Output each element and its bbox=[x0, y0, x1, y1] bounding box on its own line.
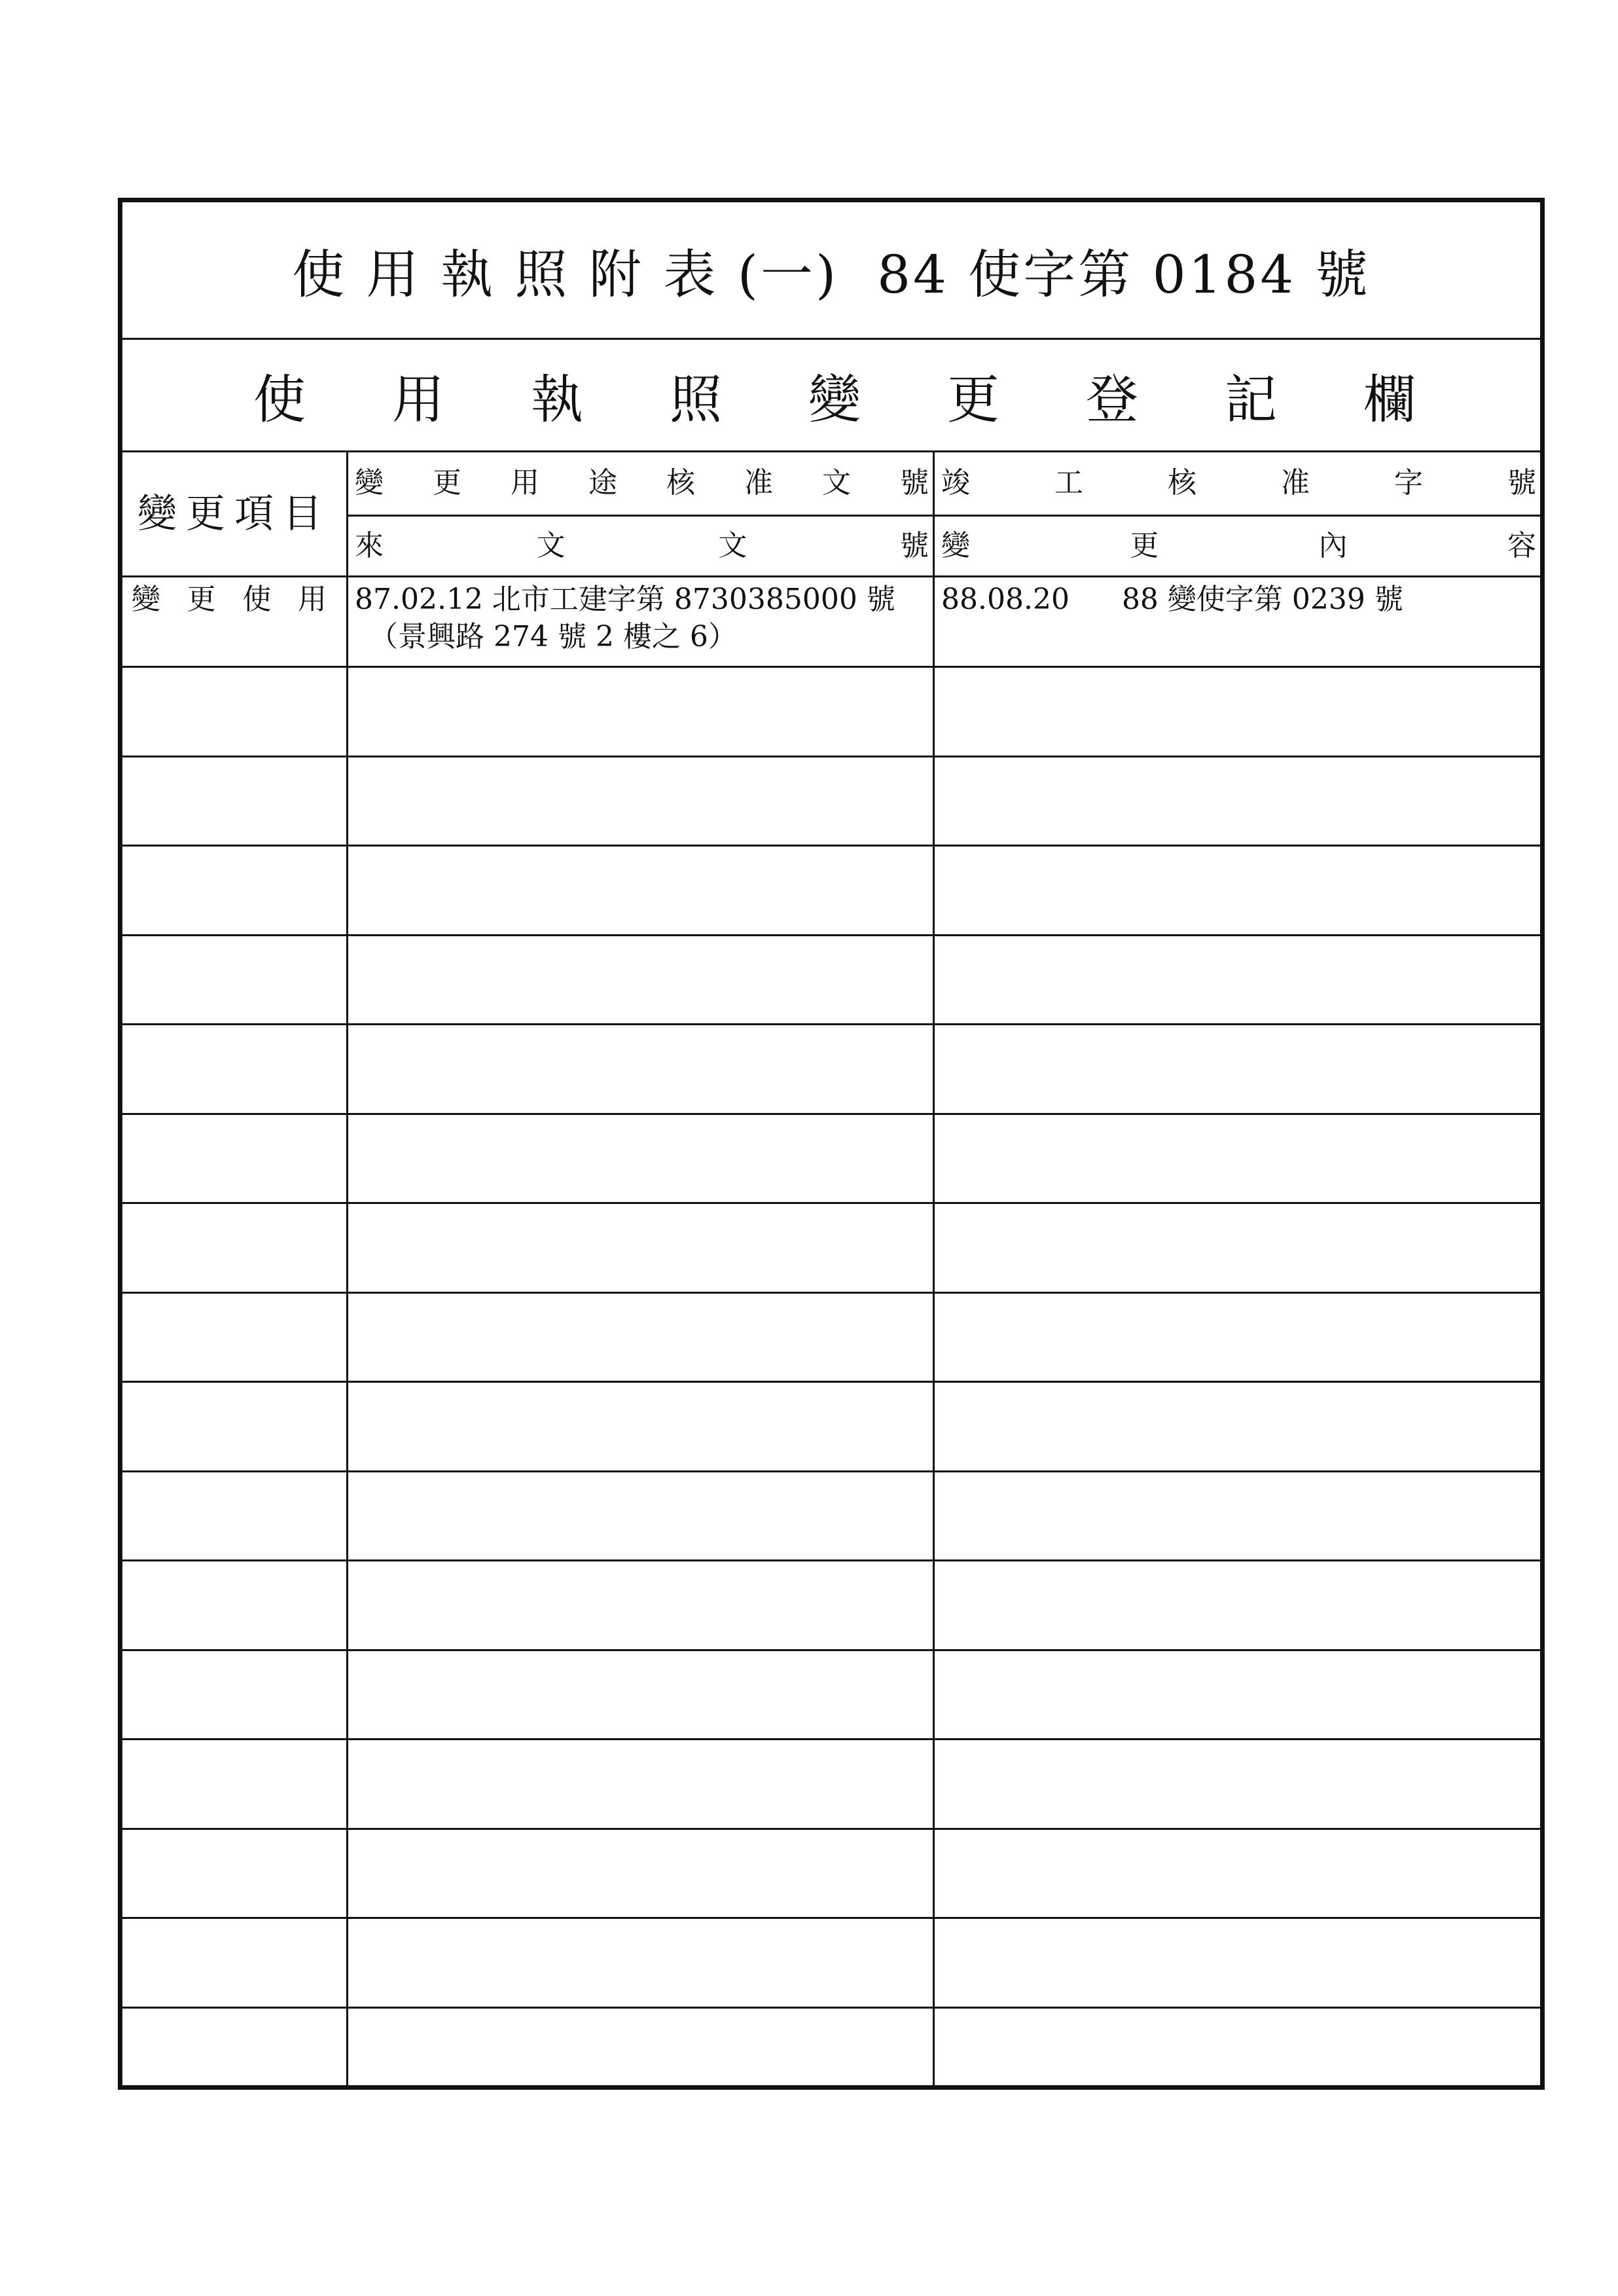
row-line bbox=[122, 1559, 1540, 1561]
header-char: 文 bbox=[718, 528, 747, 562]
subtitle-char: 執 bbox=[531, 369, 583, 430]
header-char: 准 bbox=[1281, 466, 1310, 500]
row-line bbox=[122, 666, 1540, 668]
row-line bbox=[122, 1649, 1540, 1651]
row-line bbox=[122, 1202, 1540, 1204]
row-line bbox=[122, 1828, 1540, 1830]
item-char: 變 bbox=[132, 583, 160, 616]
row-line bbox=[122, 934, 1540, 936]
completion-number: 88 變使字第 0239 號 bbox=[1121, 583, 1403, 616]
completion-date: 88.08.20 bbox=[941, 583, 1070, 616]
header-char: 更 bbox=[1130, 528, 1159, 562]
header-char: 變 bbox=[941, 528, 970, 562]
header-char: 號 bbox=[900, 466, 929, 500]
subtitle-char: 使 bbox=[253, 369, 306, 430]
header-char: 號 bbox=[899, 528, 929, 562]
row-line bbox=[122, 1470, 1540, 1472]
header-char: 用 bbox=[511, 466, 539, 500]
row-line bbox=[122, 1917, 1540, 1919]
row-line bbox=[122, 1738, 1540, 1740]
header-char: 號 bbox=[1507, 466, 1536, 500]
header-char: 內 bbox=[1318, 528, 1348, 562]
item-char: 更 bbox=[187, 583, 216, 616]
subtitle-char: 變 bbox=[808, 369, 861, 430]
row-line bbox=[122, 1113, 1540, 1115]
subtitle-char: 記 bbox=[1225, 369, 1277, 430]
column-divider bbox=[933, 452, 935, 2090]
header-char: 變 bbox=[355, 466, 384, 500]
row-1-change-item bbox=[122, 577, 346, 666]
subtitle-char: 照 bbox=[670, 369, 722, 430]
row-line bbox=[122, 2007, 1540, 2009]
header-char: 准 bbox=[744, 466, 773, 500]
change-record-table bbox=[122, 452, 1540, 2090]
header-char: 文 bbox=[822, 466, 851, 500]
subtitle-char: 用 bbox=[392, 369, 444, 430]
approval-address-text: （景興路 274 號 2 樓之 6） bbox=[369, 619, 737, 653]
row-line bbox=[122, 756, 1540, 757]
form-title bbox=[122, 202, 1540, 340]
row-line bbox=[122, 1381, 1540, 1383]
item-char: 用 bbox=[297, 583, 327, 616]
subtitle-char: 更 bbox=[947, 369, 999, 430]
row-line bbox=[122, 845, 1540, 847]
header-char: 容 bbox=[1507, 528, 1536, 562]
header-completion-number bbox=[935, 452, 1540, 515]
header-change-content bbox=[935, 517, 1540, 575]
row-line bbox=[122, 1292, 1540, 1294]
header-change-item: 變更項目 bbox=[137, 491, 331, 537]
header-char: 更 bbox=[433, 466, 461, 500]
item-char: 使 bbox=[242, 583, 272, 616]
header-char: 竣 bbox=[941, 466, 970, 500]
subtitle-char: 登 bbox=[1086, 369, 1138, 430]
header-letter-number bbox=[348, 517, 933, 575]
subtitle-char: 欄 bbox=[1363, 369, 1416, 430]
row-1-completion bbox=[935, 577, 1540, 666]
header-char: 來 bbox=[355, 528, 384, 562]
column-divider bbox=[346, 452, 348, 2090]
header-char: 字 bbox=[1394, 466, 1423, 500]
header-approval-number bbox=[348, 452, 933, 515]
usage-license-form bbox=[118, 198, 1545, 2090]
row-1-approval bbox=[348, 577, 933, 666]
form-title-text: 使 用 執 照 附 表 (一) 84 使字第 0184 號 bbox=[292, 244, 1371, 305]
header-char: 核 bbox=[666, 466, 695, 500]
header-char: 核 bbox=[1168, 466, 1196, 500]
form-subtitle bbox=[122, 340, 1540, 452]
header-char: 工 bbox=[1054, 466, 1083, 500]
approval-number-text: 87.02.12 北市工建字第 8730385000 號 bbox=[355, 583, 895, 616]
row-line bbox=[122, 1023, 1540, 1025]
header-char: 文 bbox=[536, 528, 566, 562]
header-char: 途 bbox=[588, 466, 617, 500]
